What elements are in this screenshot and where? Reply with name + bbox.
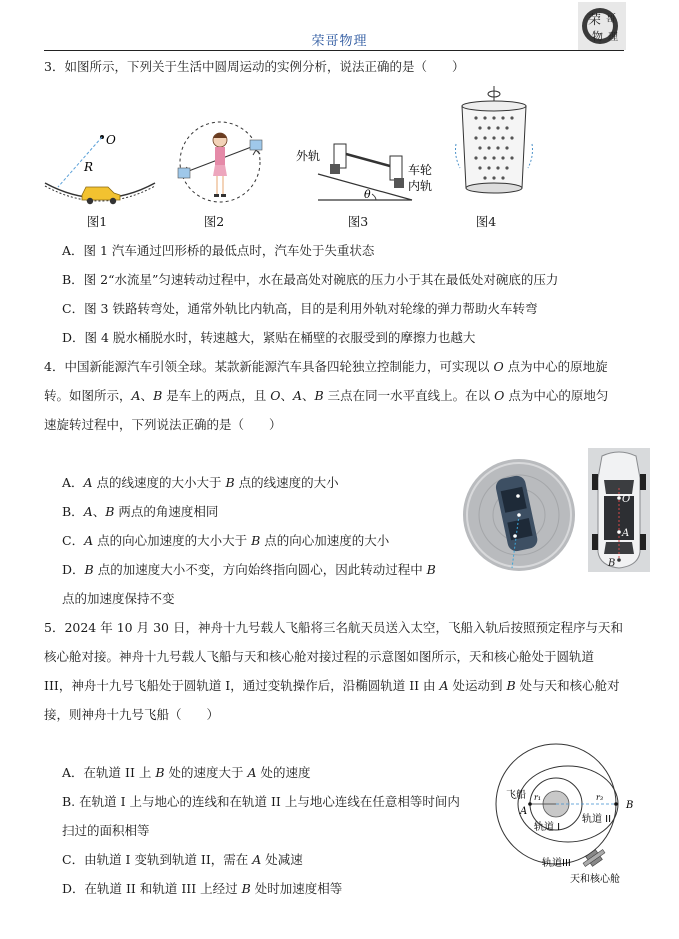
q3-figure-1-caption: 图1 [86,214,108,229]
q4-option-d: D．B 点的加速度大小不变，方向始终指向圆心，因此转动过程中 B [62,562,436,577]
q3-figure-1 [40,125,160,210]
logo-char-2: 哥 [606,14,616,25]
brand-logo [578,2,626,50]
q3-figure-3 [290,128,440,204]
page-header-title: 荣哥物理 [311,34,368,49]
q5-stem-line-4: 接，则神舟十九号飞船（ ） [44,707,220,722]
q4-fig-label-o: O [622,494,631,505]
q3-figure-2-caption: 图2 [203,214,225,229]
q4-fig-label-b: B [608,558,616,569]
q5-fig-orbit-3: 轨道III [542,858,571,869]
q5-fig-orbit-2: 轨道 II [582,814,612,825]
q5-fig-station-label: 天和核心舱 [570,874,620,885]
q3-stem: 3．如图所示，下列关于生活中圆周运动的实例分析，说法正确的是（ ） [44,59,465,74]
q4-option-b: B．A、B 两点的角速度相同 [62,504,219,519]
car-icon [82,187,120,204]
fig3-outer-rail-label: 外轨 [296,149,321,163]
fig1-label-r: R [84,160,94,174]
q4-option-d-line-2: 点的加速度保持不变 [62,591,175,606]
header-divider [44,50,624,51]
q3-option-b: B．图 2“水流星”匀速转动过程中，水在最高处对碗底的压力小于其在最低处对碗底的压力 [62,272,559,287]
q4-stem-line-2: 转。如图所示，A、B 是车上的两点，且 O、A、B 三点在同一水平直线上。在以 O 点为中心的原地匀 [44,388,609,403]
q3-figure-4 [452,84,536,206]
q4-option-a: A．A 点的线速度的大小大于 B 点的线速度的大小 [62,475,339,490]
q4-rotating-car-photo [462,458,576,572]
logo-char-3: 物 [592,30,603,43]
q5-fig-label-b: B [626,800,634,811]
q5-fig-orbit-1: 轨道 I [534,822,561,833]
q5-option-d: D．在轨道 II 和轨道 III 上经过 B 处时加速度相等 [62,881,343,896]
logo-char-4: 理 [608,32,618,43]
q5-stem-line-3: III，神舟十九号飞船处于圆轨道 I，通过变轨操作后，沿椭圆轨道 II 由 A 处运动到 B 处与天和核心舱对 [44,678,620,693]
girl-figure-icon [213,133,227,197]
q3-figure-2 [172,110,267,210]
q5-option-b: B. 在轨道 I 上与地心的连线和在轨道 II 上与地心连线在任意相等时间内 [62,794,460,809]
q5-stem-line-2: 核心舱对接。神舟十九号载人飞船与天和核心舱对接过程的示意图如图所示，天和核心舱处于圆轨道 [44,649,595,664]
q5-option-a: A．在轨道 II 上 B 处的速度大于 A 处的速度 [62,765,311,780]
q5-fig-label-a: A [520,806,528,817]
q5-stem-line-1: 5．2024 年 10 月 30 日，神舟十九号载人飞船将三名航天员送入太空，飞船入轨后按照预定程序与天和 [44,620,623,635]
q3-figure-3-caption: 图3 [347,214,369,229]
q5-option-b-line-2: 扫过的面积相等 [62,823,150,838]
q3-option-c: C．图 3 铁路转弯处，通常外轨比内轨高，目的是利用外轨对轮缘的弹力帮助火车转弯 [62,301,538,316]
q3-option-d: D．图 4 脱水桶脱水时，转速越大，紧贴在桶壁的衣服受到的摩擦力也越大 [62,330,476,345]
q4-option-c: C．A 点的向心加速度的大小大于 B 点的向心加速度的大小 [62,533,390,548]
logo-char-1: 荣 [588,13,602,28]
fig3-wheel-label: 车轮 [408,163,433,177]
space-station-icon [581,846,608,870]
q4-stem-line-1: 4．中国新能源汽车引领全球。某款新能源汽车具备四轮独立控制能力，可实现以 O 点为中心的原地旋 [44,359,608,374]
q3-option-a: A．图 1 汽车通过凹形桥的最低点时，汽车处于失重状态 [62,243,375,258]
q4-stem-line-3: 速旋转过程中，下列说法正确的是（ ） [44,417,282,432]
q5-fig-ship-label: 飞船 [506,790,526,801]
q5-option-c: C．由轨道 I 变轨到轨道 II，需在 A 处减速 [62,852,303,867]
q5-fig-label-r3: r₃ [596,793,604,802]
q5-fig-label-r1: r₁ [534,793,542,802]
fig3-angle-label: θ [364,188,371,201]
q4-fig-label-a: A [622,528,630,539]
fig3-inner-rail-label: 内轨 [408,179,433,193]
q4-car-diagram [588,448,650,572]
q3-figure-4-caption: 图4 [475,214,497,229]
q5-orbit-diagram [486,740,646,892]
fig1-label-o: O [106,133,116,147]
